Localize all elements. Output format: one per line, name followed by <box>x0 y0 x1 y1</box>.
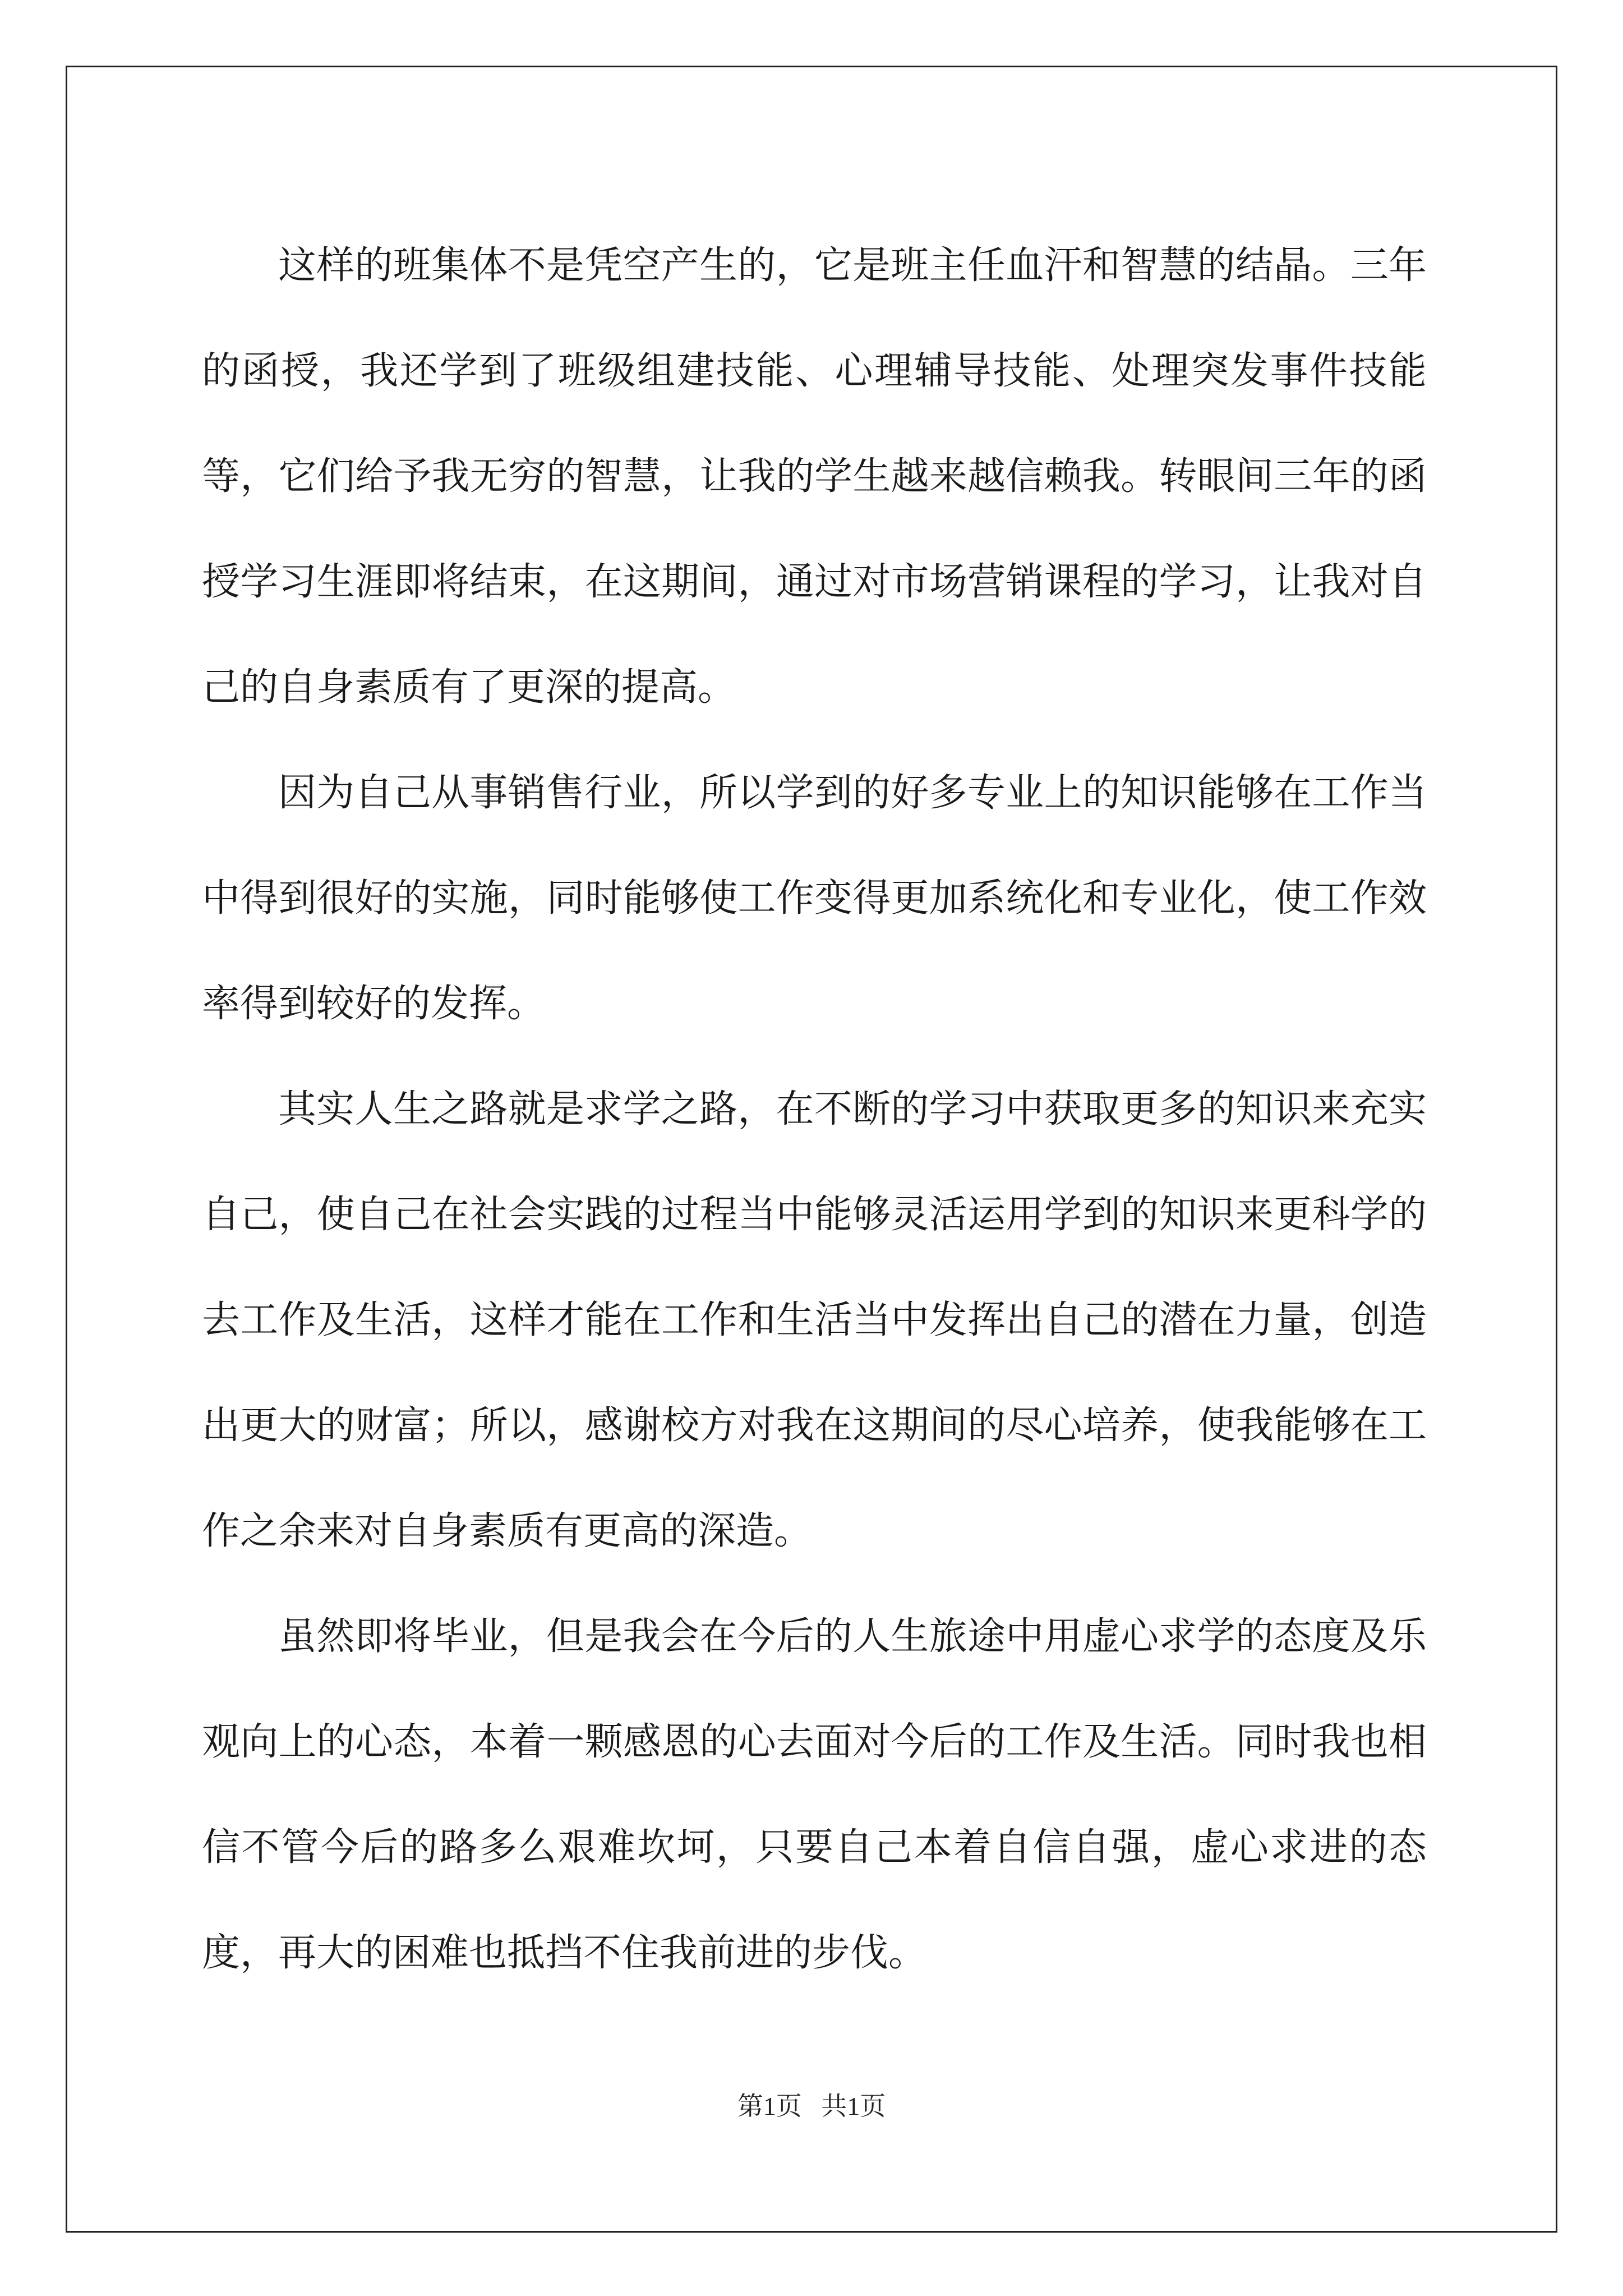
page-number: 第1页 共1页 <box>737 2092 886 2120</box>
document-body <box>202 213 1427 2006</box>
paragraph: 其实人生之路就是求学之路，在不断的学习中获取更多的知识来充实自己，使自己在社会实践的过程当中能够灵活运用学到的知识来更科学的去工作及生活，这样才能在工作和生活当中发挥出自己的潜在力量，创造出更大的财富；所以，感谢校方对我在这期间的尽心培养，使我能够在工作之余来对自身素质有更高的深造。 <box>202 1087 1427 1553</box>
paragraph: 这样的班集体不是凭空产生的，它是班主任血汗和智慧的结晶。三年的函授，我还学到了班级组建技能、心理辅导技能、处理突发事件技能等，它们给予我无穷的智慧，让我的学生越来越信赖我。转眼间三年的函授学习生涯即将结束，在这期间，通过对市场营销课程的学习，让我对自己的自身素质有了更深的提高。 <box>202 243 1427 710</box>
paragraph: 因为自己从事销售行业，所以学到的好多专业上的知识能够在工作当中得到很好的实施，同时能够使工作变得更加系统化和专业化，使工作效率得到较好的发挥。 <box>202 771 1427 1026</box>
paragraph: 虽然即将毕业，但是我会在今后的人生旅途中用虚心求学的态度及乐观向上的心态，本着一颗感恩的心去面对今后的工作及生活。同时我也相信不管今后的路多么艰难坎坷，只要自己本着自信自强，虚心求进的态度，再大的困难也抵挡不住我前进的步伐。 <box>202 1614 1427 1975</box>
